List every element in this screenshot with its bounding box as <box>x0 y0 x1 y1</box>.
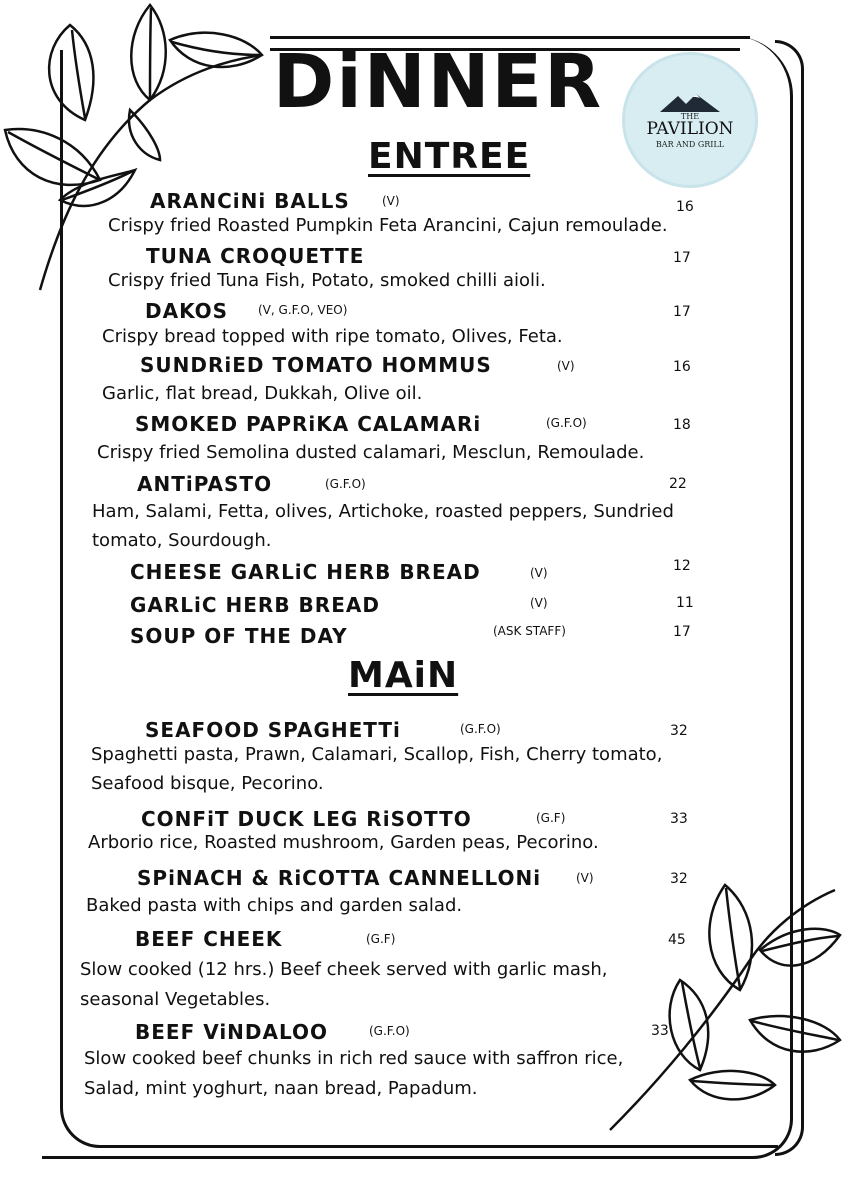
dish-name: BEEF ViNDALOO <box>135 1020 329 1044</box>
dish-price: 22 <box>669 476 687 492</box>
logo-text-the: THE <box>680 111 700 121</box>
menu-title: DiNNER <box>272 39 604 125</box>
dish-tag: (V) <box>530 566 548 580</box>
dish-tag: (V) <box>576 871 594 885</box>
dish-description: Seafood bisque, Pecorino. <box>91 773 324 794</box>
dish-name: CHEESE GARLiC HERB BREAD <box>130 560 481 584</box>
dish-price: 17 <box>673 624 691 640</box>
dish-description: Salad, mint yoghurt, naan bread, Papadum. <box>84 1078 478 1099</box>
dish-name: DAKOS <box>145 299 229 323</box>
logo-text-pavilion: PAVILION <box>646 118 734 139</box>
dish-description: Slow cooked (12 hrs.) Beef cheek served with garlic mash, <box>80 959 608 980</box>
dish-name: CONFiT DUCK LEG RiSOTTO <box>141 807 472 831</box>
dish-price: 16 <box>673 359 691 375</box>
dish-tag: (G.F) <box>536 811 566 825</box>
dish-description: Crispy fried Roasted Pumpkin Feta Arancini, Cajun remoulade. <box>108 215 668 236</box>
dish-description: Crispy fried Tuna Fish, Potato, smoked chilli aioli. <box>108 270 546 291</box>
dish-description: Crispy bread topped with ripe tomato, Olives, Feta. <box>102 326 563 347</box>
dish-name: ARANCiNi BALLS <box>150 189 350 213</box>
dish-price: 17 <box>673 250 691 266</box>
dish-name: SPiNACH & RiCOTTA CANNELLONi <box>137 866 542 890</box>
dish-tag: (V) <box>557 359 575 373</box>
dish-price: 45 <box>668 932 686 948</box>
logo-text-bar-and-grill: BAR AND GRILL <box>655 139 725 149</box>
entree-section-title: ENTREE <box>368 136 531 177</box>
dish-price: 17 <box>673 304 691 320</box>
dish-tag: (G.F.O) <box>369 1024 410 1038</box>
dish-name: ANTiPASTO <box>137 472 273 496</box>
dish-description: seasonal Vegetables. <box>80 989 271 1010</box>
dish-price: 16 <box>676 199 694 215</box>
dish-price: 12 <box>673 558 691 574</box>
dish-name: SOUP OF THE DAY <box>130 624 348 648</box>
dish-name: GARLiC HERB BREAD <box>130 593 380 617</box>
dish-tag: (V, G.F.O, VEO) <box>258 303 348 317</box>
dish-price: 33 <box>651 1023 669 1039</box>
dish-description: Slow cooked beef chunks in rich red sauce with saffron rice, <box>84 1048 624 1069</box>
dish-tag: (G.F.O) <box>546 416 587 430</box>
dish-description: Arborio rice, Roasted mushroom, Garden peas, Pecorino. <box>88 832 599 853</box>
pavilion-logo <box>622 52 758 188</box>
dish-description: Baked pasta with chips and garden salad. <box>86 895 463 916</box>
dish-tag: (G.F) <box>366 932 396 946</box>
dish-name: BEEF CHEEK <box>135 927 283 951</box>
dish-price: 32 <box>670 871 688 887</box>
dish-tag: (G.F.O) <box>460 722 501 736</box>
dish-tag: (G.F.O) <box>325 477 366 491</box>
dish-tag: (V) <box>530 596 548 610</box>
dish-price: 32 <box>670 723 688 739</box>
dish-price: 33 <box>670 811 688 827</box>
dish-description: Crispy fried Semolina dusted calamari, Mesclun, Remoulade. <box>97 442 645 463</box>
dish-name: TUNA CROQUETTE <box>146 244 365 268</box>
dish-description: tomato, Sourdough. <box>92 530 272 551</box>
dish-description: Ham, Salami, Fetta, olives, Artichoke, roasted peppers, Sundried <box>92 501 674 522</box>
dish-description: Spaghetti pasta, Prawn, Calamari, Scallop, Fish, Cherry tomato, <box>91 744 663 765</box>
dish-tag: (V) <box>382 194 400 208</box>
dish-name: SEAFOOD SPAGHETTi <box>145 718 401 742</box>
dish-name: SUNDRiED TOMATO HOMMUS <box>140 353 492 377</box>
main-section-title: MAiN <box>348 655 459 696</box>
dish-price: 18 <box>673 417 691 433</box>
dish-description: Garlic, flat bread, Dukkah, Olive oil. <box>102 383 423 404</box>
dish-tag: (ASK STAFF) <box>493 624 566 638</box>
dish-price: 11 <box>676 595 694 611</box>
leaf-decoration-bottom-right-icon <box>600 880 844 1140</box>
mountain-icon <box>660 92 720 112</box>
dish-name: SMOKED PAPRiKA CALAMARi <box>135 412 482 436</box>
